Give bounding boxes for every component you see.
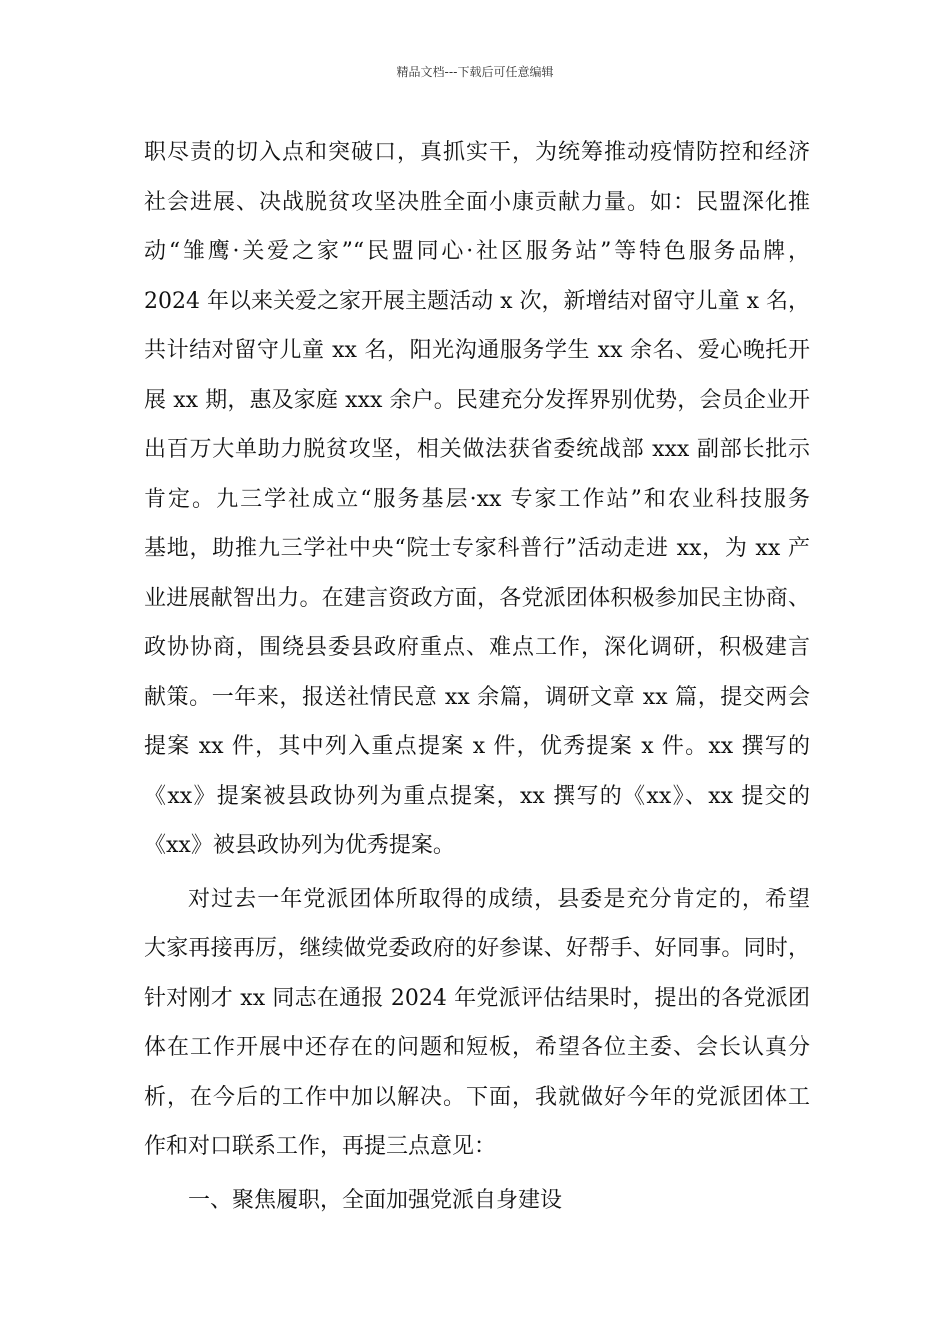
- text-line: 社会进展、决战脱贫攻坚决胜全面小康贡献力量。如：民盟深化推: [144, 189, 810, 215]
- text-line: 析，在今后的工作中加以解决。下面，我就做好今年的党派团体工: [144, 1084, 810, 1110]
- text-line: 大家再接再厉，继续做党委政府的好参谋、好帮手、好同事。同时，: [144, 936, 810, 961]
- text-line: 肯定。九三学社成立“服务基层·xx 专家工作站”和农业科技服务: [144, 486, 810, 512]
- text-line: 动“雏鹰·关爱之家”“民盟同心·社区服务站”等特色服务品牌，: [144, 239, 810, 264]
- text-line: 业进展献智出力。在建言资政方面，各党派团体积极参加民主协商、: [144, 585, 810, 611]
- text-line: 《xx》提案被县政协列为重点提案，xx 撰写的《xx》、xx 提交的: [144, 783, 810, 809]
- text-line: 对过去一年党派团体所取得的成绩，县委是充分肯定的，希望: [188, 886, 810, 912]
- paragraph-achievements: [144, 128, 810, 871]
- text-line: 体在工作开展中还存在的问题和短板，希望各位主委、会长认真分: [144, 1035, 810, 1060]
- text-line: 基地，助推九三学社中央“院士专家科普行”活动走进 xx，为 xx 产: [144, 536, 810, 561]
- section-heading: 一、聚焦履职，全面加强党派自身建设: [188, 1187, 563, 1213]
- text-line: 出百万大单助力脱贫攻坚，相关做法获省委统战部 xxx 副部长批示: [144, 437, 810, 462]
- text-line: 2024 年以来关爱之家开展主题活动 x 次，新增结对留守儿童 x 名，: [144, 288, 810, 314]
- text-line: 政协协商，围绕县委县政府重点、难点工作，深化调研，积极建言: [144, 635, 810, 660]
- paragraph-expectations: [144, 875, 810, 1172]
- text-line: 《xx》被县政协列为优秀提案。: [144, 833, 455, 858]
- text-line: 展 xx 期，惠及家庭 xxx 余户。民建充分发挥界别优势，会员企业开: [144, 387, 810, 413]
- page-header: 精品文档---下载后可任意编辑: [396, 65, 554, 79]
- text-line: 针对刚才 xx 同志在通报 2024 年党派评估结果时，提出的各党派团: [144, 985, 810, 1011]
- text-line: 献策。一年来，报送社情民意 xx 余篇，调研文章 xx 篇，提交两会: [144, 684, 810, 710]
- document-body: [144, 128, 810, 1225]
- text-line: 作和对口联系工作，再提三点意见：: [144, 1134, 497, 1159]
- text-line: 职尽责的切入点和突破口，真抓实干，为统筹推动疫情防控和经济: [144, 140, 810, 165]
- text-line: 共计结对留守儿童 xx 名，阳光沟通服务学生 xx 余名、爱心晚托开: [144, 338, 810, 363]
- text-line: 提案 xx 件，其中列入重点提案 x 件，优秀提案 x 件。xx 撰写的: [144, 734, 810, 759]
